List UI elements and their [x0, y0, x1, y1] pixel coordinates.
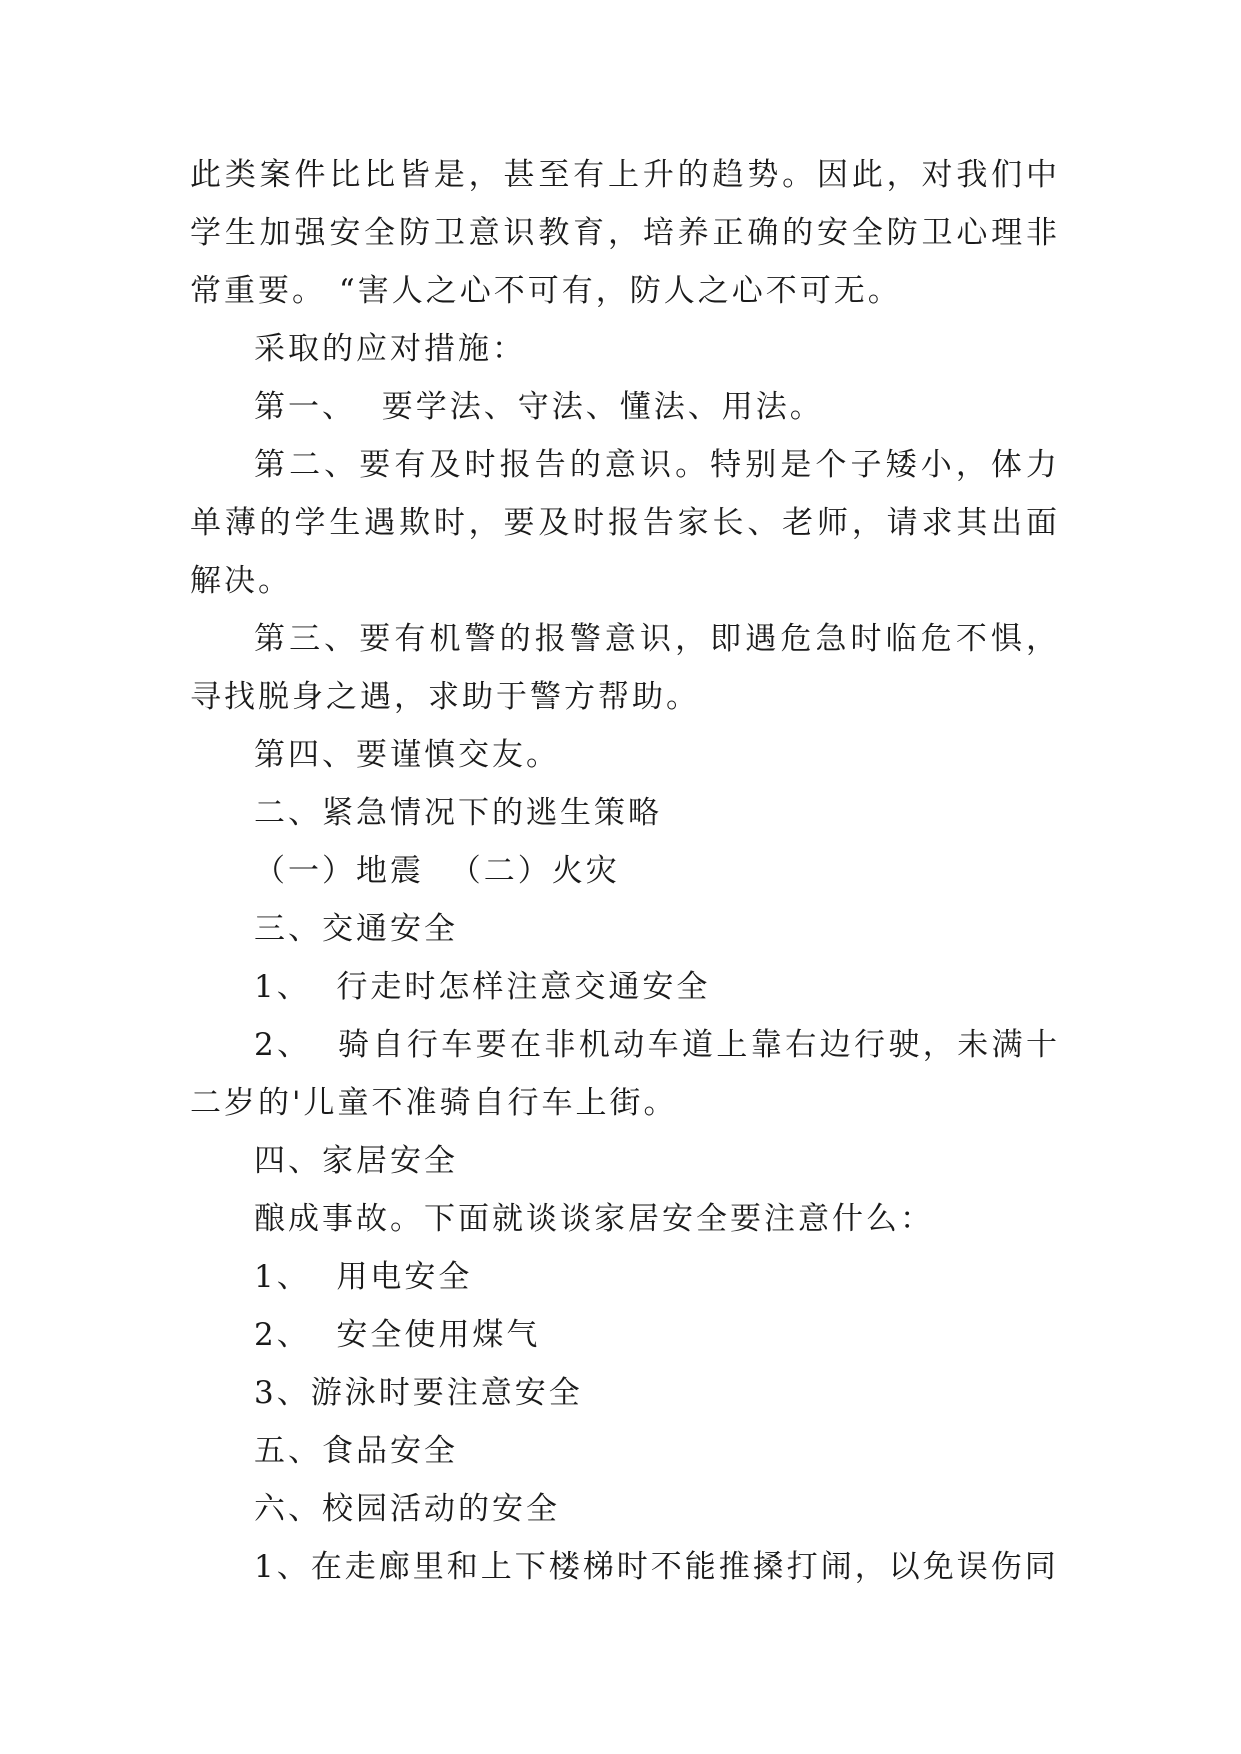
section-heading-2: 二、紧急情况下的逃生策略: [254, 795, 662, 831]
list-item: 2、 骑自行车要在非机动车道上靠右边行驶，未满十二岁的'儿童不准骑自行车上街。: [190, 1027, 1060, 1121]
section-heading-3: 三、交通安全: [254, 911, 458, 947]
section-heading-4: 四、家居安全: [254, 1143, 458, 1179]
list-item: 1、 用电安全: [254, 1259, 473, 1295]
paragraph-2: 采取的应对措施：: [254, 331, 526, 367]
list-item: 3、游泳时要注意安全: [254, 1375, 583, 1411]
document-body: [190, 146, 1060, 1596]
paragraph-8: （一）地震 （二）火灾: [254, 853, 620, 889]
paragraph-4: 第二、要有及时报告的意识。特别是个子矮小，体力单薄的学生遇欺时，要及时报告家长、老师，请求其出面解决。: [190, 447, 1060, 599]
paragraph-6: 第四、要谨慎交友。: [254, 737, 560, 773]
list-item: 1、 行走时怎样注意交通安全: [254, 969, 711, 1005]
list-item: 1、在走廊里和上下楼梯时不能推搡打闹，以免误伤同: [254, 1549, 1059, 1585]
paragraph-5: 第三、要有机警的报警意识，即遇危急时临危不惧，寻找脱身之遇，求助于警方帮助。: [190, 621, 1060, 715]
paragraph-13: 酿成事故。下面就谈谈家居安全要注意什么：: [254, 1201, 934, 1237]
paragraph-3: 第一、 要学法、守法、懂法、用法。: [254, 389, 824, 425]
section-heading-6: 六、校园活动的安全: [254, 1491, 560, 1527]
section-heading-5: 五、食品安全: [254, 1433, 458, 1469]
list-item: 2、 安全使用煤气: [254, 1317, 541, 1353]
paragraph-1: 此类案件比比皆是，甚至有上升的趋势。因此，对我们中学生加强安全防卫意识教育，培养正确的安全防卫心理非常重要。 “害人之心不可有，防人之心不可无。: [190, 157, 1060, 309]
